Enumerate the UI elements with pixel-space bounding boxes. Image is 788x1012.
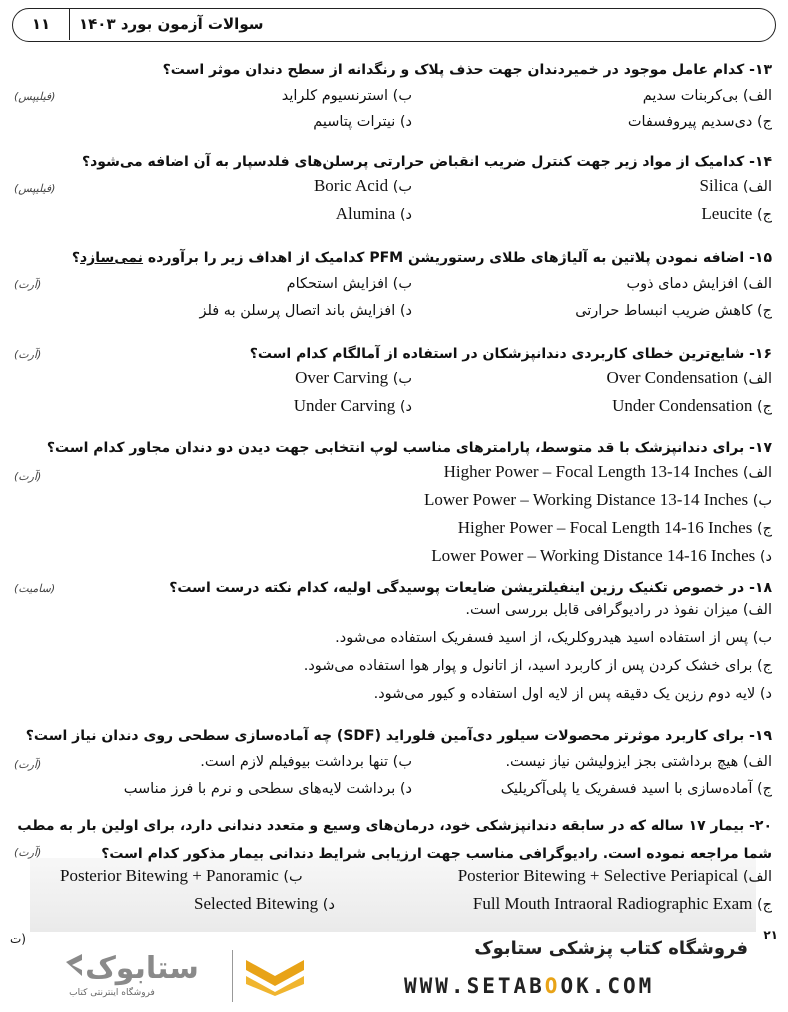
option-d: د) برداشت لایه‌های سطحی و نرم با فرز مناسب [123, 781, 412, 797]
option-b: ب) استرنسیوم کلراید [281, 88, 412, 104]
option-a: الف) هیچ برداشتی بجز ایزولیشن نیاز نیست. [505, 754, 772, 770]
question-18 [14, 574, 772, 702]
logo-wordmark: ستابوک [85, 951, 199, 986]
edge-fragment-left: ت) [10, 932, 26, 946]
logo-chevron-icon [244, 956, 306, 996]
logo-divider [232, 950, 233, 1002]
option-d: د) Lower Power – Working Distance 14-16 Inches [431, 546, 772, 565]
option-a: الف) Higher Power – Focal Length 13-14 Inches [443, 462, 772, 481]
question-source: (فیلیپس) [14, 90, 56, 103]
question-source: (آرت) [14, 278, 42, 291]
page-header [12, 8, 776, 42]
question-stem: ۱۷- برای دندانپزشک با قد متوسط، پارامترهای مناسب لوپ انتخابی جهت دیدن دو دندان مجاور کدام است؟ [46, 440, 772, 456]
option-a: الف) افزایش دمای ذوب [626, 276, 772, 292]
question-17 [14, 434, 772, 565]
question-15 [14, 244, 772, 319]
option-d: د) Alumina [335, 204, 412, 223]
option-c: ج) آماده‌سازی با اسید فسفریک یا پلی‌آکریلیک [500, 781, 772, 797]
option-b: ب) افزایش استحکام [286, 276, 412, 292]
question-stem: ۱۸- در خصوص تکنیک رزین اینفیلتریشن ضایعات پوسیدگی اولیه، کدام نکته درست است؟ [169, 580, 772, 596]
question-19 [14, 722, 772, 797]
question-source: (آرت) [14, 758, 42, 771]
option-c: ج) Under Condensation [612, 396, 772, 415]
question-13 [14, 56, 772, 130]
question-stem: ۲۰- بیمار ۱۷ ساله که در سابقه دندانپزشکی خود، درمان‌های وسیع و متعدد دندانی دارد، برای اولین بار به مطب [17, 818, 772, 834]
question-source: (فیلیپس) [14, 182, 56, 195]
option-d: د) لایه دوم رزین یک دقیقه پس از لایه اول استفاده و کیور می‌شود. [373, 686, 772, 702]
question-stem: ۱۳- کدام عامل موجود در خمیردندان جهت حذف پلاک و رنگدانه از سطح دندان موثر است؟ [162, 62, 772, 78]
option-b: ب) پس از استفاده اسید هیدروکلریک، از اسید فسفریک استفاده می‌شود. [335, 630, 772, 646]
option-a: الف) Silica [699, 176, 772, 195]
question-stem: ۱۴- کدامیک از مواد زیر جهت کنترل ضریب انقباض حرارتی پرسلن‌های فلدسپار به آن اضافه می‌شود؟ [81, 154, 772, 170]
question-source: (آرت) [14, 846, 42, 859]
option-b: ب) Over Carving [295, 368, 412, 387]
option-c: ج) برای خشک کردن پس از کاربرد اسید، از اتانول و پوار هوا استفاده می‌شود. [303, 658, 772, 674]
option-c: ج) کاهش ضریب انبساط حرارتی [575, 303, 772, 319]
question-stem: ۱۶- شایع‌ترین خطای کاربردی دندانپزشکان در استفاده از آمالگام کدام است؟ [249, 346, 772, 362]
option-c: ج) Higher Power – Focal Length 14-16 Inches [457, 518, 772, 537]
store-url[interactable]: WWW.SETABOOK.COM [404, 974, 655, 998]
option-a: الف) میزان نفوذ در رادیوگرافی قابل بررسی است. [465, 602, 772, 618]
option-b: ب) Lower Power – Working Distance 13-14 Inches [424, 490, 772, 509]
question-stem: ۱۵- اضافه نمودن پلاتین به آلیاژهای طلای رستوریشن PFM کدامیک از اهداف زیر را برآورده نمی‌سازد؟ [71, 250, 772, 266]
option-b: ب) Posterior Bitewing + Panoramic [60, 866, 303, 885]
option-d: د) Selected Bitewing [194, 894, 335, 913]
option-d: د) افزایش باند اتصال پرسلن به فلز [199, 303, 412, 319]
option-a: الف) بی‌کربنات سدیم [642, 88, 772, 104]
option-b: ب) تنها برداشت بیوفیلم لازم است. [200, 754, 412, 770]
store-name: فروشگاه کتاب پزشکی ستابوک [474, 938, 748, 959]
question-stem: ۱۹- برای کاربرد موثرتر محصولات سیلور دی‌آمین فلوراید (SDF) چه آماده‌سازی سطحی روی دندان نیاز است؟ [25, 728, 772, 744]
option-b: ب) Boric Acid [313, 176, 412, 195]
page-number: ۱۱ [13, 9, 70, 40]
question-20 [14, 812, 772, 913]
question-16 [14, 340, 772, 415]
option-c: ج) Leucite [701, 204, 772, 223]
question-source: (سامیت) [14, 582, 56, 595]
logo-subtitle: فروشگاه اینترنتی کتاب [69, 988, 155, 998]
question-14 [14, 148, 772, 223]
option-a: الف) Posterior Bitewing + Selective Periapical [457, 866, 772, 885]
option-d: د) Under Carving [293, 396, 412, 415]
question-source: (آرت) [14, 348, 42, 361]
option-c: ج) Full Mouth Intraoral Radiographic Exam [472, 894, 772, 913]
option-c: ج) دی‌سدیم پیروفسفات [627, 114, 772, 130]
question-source: (آرت) [14, 470, 42, 483]
option-d: د) نیترات پتاسیم [313, 114, 412, 130]
book-title: سوالات آزمون بورد ۱۴۰۳ [79, 15, 264, 33]
option-a: الف) Over Condensation [606, 368, 772, 387]
question-stem-line2: شما مراجعه نموده است. رادیوگرافی مناسب جهت ارزیابی شرایط دندانی بیمار مذکور کدام است؟ [101, 846, 772, 862]
edge-fragment-right: ۲۱ [763, 928, 778, 942]
